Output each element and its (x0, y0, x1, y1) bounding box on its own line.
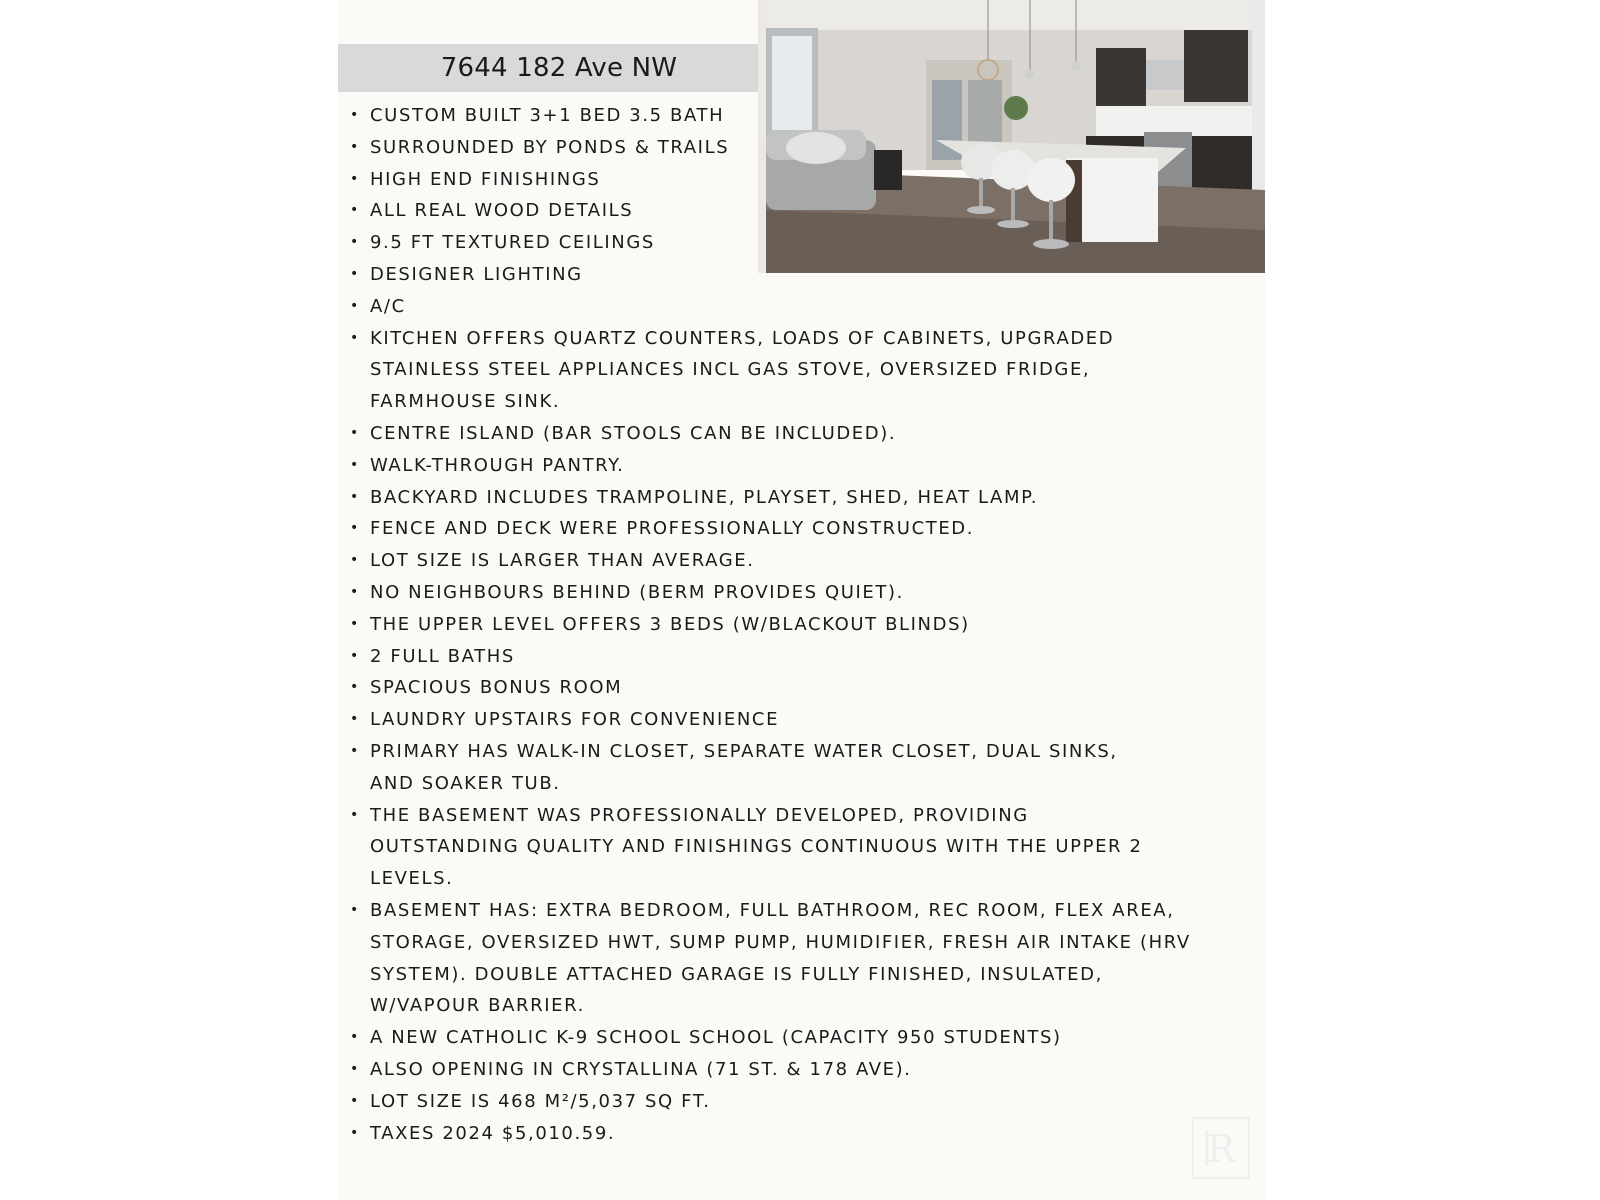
list-item: • THE UPPER LEVEL OFFERS 3 BEDS (W/BLACKOUT BLINDS) (338, 609, 1191, 641)
list-item: • HIGH END FINISHINGS (338, 164, 1191, 196)
list-item: • THE BASEMENT WAS PROFESSIONALLY DEVELOPED, PROVIDING OUTSTANDING QUALITY AND FINISHINGS CONTINUOUS WITH THE UPPER 2 LEVELS. (338, 800, 1191, 895)
list-item: • A NEW CATHOLIC K-9 SCHOOL SCHOOL (CAPACITY 950 STUDENTS) (338, 1022, 1191, 1054)
list-item: • PRIMARY HAS WALK-IN CLOSET, SEPARATE WATER CLOSET, DUAL SINKS, AND SOAKER TUB. (338, 736, 1191, 800)
list-item: • LAUNDRY UPSTAIRS FOR CONVENIENCE (338, 704, 1191, 736)
list-item: • A/C (338, 291, 1191, 323)
list-item: • KITCHEN OFFERS QUARTZ COUNTERS, LOADS OF CABINETS, UPGRADED STAINLESS STEEL APPLIANCES INCL GAS STOVE, OVERSIZED FRIDGE, FARMHOUSE SINK. (338, 323, 1191, 418)
list-item: • SURROUNDED BY PONDS & TRAILS (338, 132, 1191, 164)
listing-flyer (338, 0, 1265, 1200)
list-item: • FENCE AND DECK WERE PROFESSIONALLY CONSTRUCTED. (338, 513, 1191, 545)
list-item: • CENTRE ISLAND (BAR STOOLS CAN BE INCLUDED). (338, 418, 1191, 450)
list-item: • BASEMENT HAS: EXTRA BEDROOM, FULL BATHROOM, REC ROOM, FLEX AREA, STORAGE, OVERSIZED HWT, SUMP PUMP, HUMIDIFIER, FRESH AIR INTAKE (HRV SYSTEM). DOUBLE ATTACHED GARAGE IS FULLY FINISHED, INSULATED, W/VAPOUR BARRIER. (338, 895, 1191, 1022)
list-item: • ALSO OPENING IN CRYSTALLINA (71 ST. & 178 AVE). (338, 1054, 1191, 1086)
list-item: • WALK-THROUGH PANTRY. (338, 450, 1191, 482)
list-item: • CUSTOM BUILT 3+1 BED 3.5 BATH (338, 100, 1191, 132)
list-item: • NO NEIGHBOURS BEHIND (BERM PROVIDES QUIET). (338, 577, 1191, 609)
feature-list (338, 100, 1191, 1149)
list-item: • LOT SIZE IS 468 M²/5,037 SQ FT. (338, 1086, 1191, 1118)
list-item: • TAXES 2024 $5,010.59. (338, 1118, 1191, 1150)
list-item: • 9.5 FT TEXTURED CEILINGS (338, 227, 1191, 259)
realtor-logo-watermark-icon (1192, 1117, 1250, 1179)
list-item: • BACKYARD INCLUDES TRAMPOLINE, PLAYSET, SHED, HEAT LAMP. (338, 482, 1191, 514)
svg-text:R: R (1206, 1127, 1236, 1171)
list-item: • DESIGNER LIGHTING (338, 259, 1191, 291)
list-item: • ALL REAL WOOD DETAILS (338, 195, 1191, 227)
address-banner (338, 44, 766, 92)
list-item: • 2 FULL BATHS (338, 641, 1191, 673)
list-item: • LOT SIZE IS LARGER THAN AVERAGE. (338, 545, 1191, 577)
address-title: 7644 182 Ave NW (440, 53, 678, 83)
list-item: • SPACIOUS BONUS ROOM (338, 672, 1191, 704)
